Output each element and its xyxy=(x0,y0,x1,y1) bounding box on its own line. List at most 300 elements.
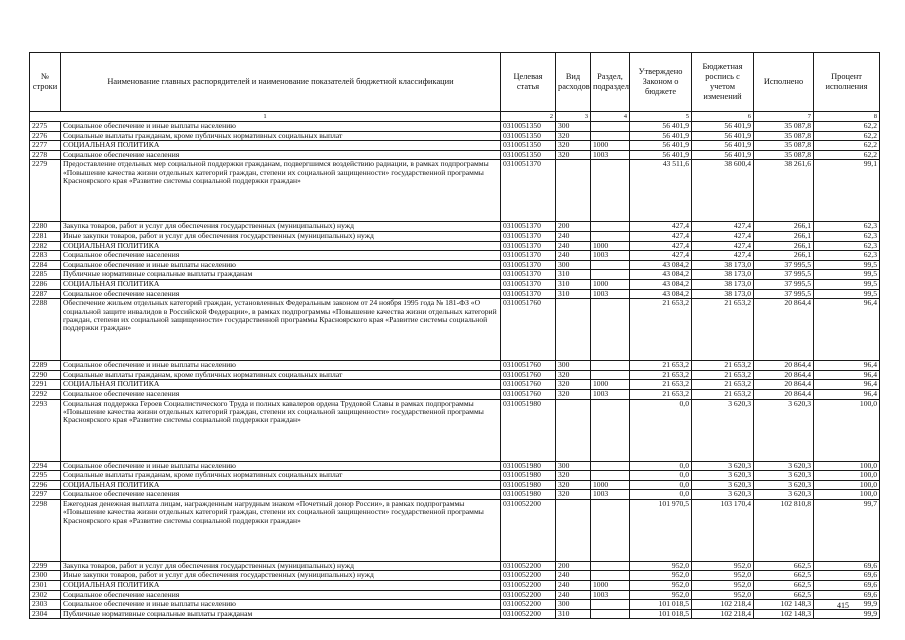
row-expense-type: 300 xyxy=(556,260,591,270)
row-percent: 99,5 xyxy=(814,289,880,299)
row-expense-type: 320 xyxy=(556,150,591,160)
row-section xyxy=(591,609,630,619)
row-budget-schedule: 427,4 xyxy=(692,231,754,241)
row-section xyxy=(591,571,630,581)
row-percent: 96,4 xyxy=(814,389,880,399)
row-budget-schedule: 38 173,0 xyxy=(692,270,754,280)
row-executed: 266,1 xyxy=(754,241,814,251)
row-budget-schedule: 3 620,3 xyxy=(692,480,754,490)
row-target-article: 0310051760 xyxy=(501,361,556,371)
row-section xyxy=(591,499,630,561)
row-name: Социальное обеспечение и иные выплаты населению xyxy=(61,361,501,371)
row-executed: 266,1 xyxy=(754,231,814,241)
row-section xyxy=(591,231,630,241)
column-number-5: 5 xyxy=(630,112,692,122)
row-approved: 101 018,5 xyxy=(630,600,692,610)
row-expense-type: 200 xyxy=(556,561,591,571)
row-number: 2302 xyxy=(30,590,61,600)
row-percent: 62,3 xyxy=(814,251,880,261)
row-number: 2304 xyxy=(30,609,61,619)
row-name: Социальное обеспечение и иные выплаты населению xyxy=(61,260,501,270)
row-name: СОЦИАЛЬНАЯ ПОЛИТИКА xyxy=(61,581,501,591)
row-approved: 43 084,2 xyxy=(630,289,692,299)
row-number: 2275 xyxy=(30,122,61,132)
row-section: 1003 xyxy=(591,389,630,399)
row-target-article: 0310051370 xyxy=(501,289,556,299)
row-number: 2284 xyxy=(30,260,61,270)
row-approved: 43 511,6 xyxy=(630,160,692,222)
row-target-article: 0310051760 xyxy=(501,370,556,380)
row-number: 2283 xyxy=(30,251,61,261)
row-number: 2298 xyxy=(30,499,61,561)
row-expense-type xyxy=(556,299,591,361)
row-number: 2279 xyxy=(30,160,61,222)
row-section xyxy=(591,600,630,610)
row-percent: 96,4 xyxy=(814,361,880,371)
row-expense-type: 310 xyxy=(556,279,591,289)
row-executed: 662,5 xyxy=(754,561,814,571)
row-executed: 20 864,4 xyxy=(754,370,814,380)
row-percent: 69,6 xyxy=(814,590,880,600)
row-percent: 62,2 xyxy=(814,131,880,141)
row-name: СОЦИАЛЬНАЯ ПОЛИТИКА xyxy=(61,480,501,490)
row-executed: 20 864,4 xyxy=(754,361,814,371)
row-expense-type: 320 xyxy=(556,389,591,399)
row-approved: 0,0 xyxy=(630,480,692,490)
row-target-article: 0310051350 xyxy=(501,150,556,160)
table-row xyxy=(30,370,880,380)
row-approved: 21 653,2 xyxy=(630,299,692,361)
row-executed: 3 620,3 xyxy=(754,490,814,500)
row-expense-type: 240 xyxy=(556,231,591,241)
row-executed: 266,1 xyxy=(754,251,814,261)
row-number: 2282 xyxy=(30,241,61,251)
table-row xyxy=(30,561,880,571)
row-target-article: 0310051370 xyxy=(501,222,556,232)
row-percent: 99,7 xyxy=(814,499,880,561)
row-executed: 662,5 xyxy=(754,590,814,600)
row-number: 2276 xyxy=(30,131,61,141)
header-executed: Исполнено xyxy=(754,53,814,112)
row-percent: 62,3 xyxy=(814,241,880,251)
row-number: 2290 xyxy=(30,370,61,380)
row-budget-schedule: 952,0 xyxy=(692,571,754,581)
header-section: Раздел, подраздел xyxy=(591,53,630,112)
row-number: 2299 xyxy=(30,561,61,571)
row-target-article: 0310052200 xyxy=(501,609,556,619)
budget-table xyxy=(29,52,880,619)
row-executed: 3 620,3 xyxy=(754,399,814,461)
table-row xyxy=(30,361,880,371)
row-name: Иные закупки товаров, работ и услуг для обеспечения государственных (муниципальных) нужд xyxy=(61,231,501,241)
row-executed: 102 148,3 xyxy=(754,600,814,610)
header-row-number: № строки xyxy=(30,53,61,112)
row-target-article: 0310051350 xyxy=(501,141,556,151)
row-budget-schedule: 427,4 xyxy=(692,241,754,251)
row-executed: 3 620,3 xyxy=(754,471,814,481)
row-expense-type: 240 xyxy=(556,590,591,600)
row-name: Социальное обеспечение и иные выплаты населению xyxy=(61,600,501,610)
row-name: Социальное обеспечение населения xyxy=(61,590,501,600)
table-row xyxy=(30,231,880,241)
row-budget-schedule: 21 653,2 xyxy=(692,380,754,390)
row-section: 1003 xyxy=(591,490,630,500)
row-approved: 43 084,2 xyxy=(630,279,692,289)
row-percent: 96,4 xyxy=(814,380,880,390)
row-name: Публичные нормативные социальные выплаты гражданам xyxy=(61,270,501,280)
row-name: Закупка товаров, работ и услуг для обеспечения государственных (муниципальных) нужд xyxy=(61,222,501,232)
row-section: 1000 xyxy=(591,241,630,251)
row-section xyxy=(591,561,630,571)
row-percent: 100,0 xyxy=(814,480,880,490)
row-executed: 102 810,8 xyxy=(754,499,814,561)
row-approved: 56 401,9 xyxy=(630,150,692,160)
row-budget-schedule: 103 170,4 xyxy=(692,499,754,561)
row-expense-type: 240 xyxy=(556,241,591,251)
row-number: 2300 xyxy=(30,571,61,581)
row-percent: 96,4 xyxy=(814,370,880,380)
row-section xyxy=(591,260,630,270)
row-approved: 427,4 xyxy=(630,241,692,251)
header-budget-schedule: Бюджетная роспись с учетом изменений xyxy=(692,53,754,112)
row-percent: 69,6 xyxy=(814,561,880,571)
row-name: СОЦИАЛЬНАЯ ПОЛИТИКА xyxy=(61,279,501,289)
row-budget-schedule: 3 620,3 xyxy=(692,399,754,461)
row-target-article: 0310051350 xyxy=(501,131,556,141)
row-expense-type: 200 xyxy=(556,222,591,232)
row-executed: 662,5 xyxy=(754,571,814,581)
row-name: Социальное обеспечение и иные выплаты населению xyxy=(61,122,501,132)
row-executed: 37 995,5 xyxy=(754,279,814,289)
row-expense-type: 300 xyxy=(556,461,591,471)
row-section: 1003 xyxy=(591,289,630,299)
row-percent: 99,1 xyxy=(814,160,880,222)
table-row xyxy=(30,571,880,581)
row-budget-schedule: 56 401,9 xyxy=(692,122,754,132)
row-expense-type: 310 xyxy=(556,609,591,619)
row-name: Социальное обеспечение населения xyxy=(61,490,501,500)
row-name: Социальные выплаты гражданам, кроме публичных нормативных социальных выплат xyxy=(61,131,501,141)
row-target-article: 0310051980 xyxy=(501,490,556,500)
table-row xyxy=(30,150,880,160)
row-target-article: 0310051760 xyxy=(501,299,556,361)
row-name: Социальное обеспечение населения xyxy=(61,389,501,399)
row-approved: 43 084,2 xyxy=(630,270,692,280)
row-budget-schedule: 56 401,9 xyxy=(692,141,754,151)
row-expense-type: 320 xyxy=(556,370,591,380)
row-budget-schedule: 38 173,0 xyxy=(692,289,754,299)
row-number: 2293 xyxy=(30,399,61,461)
row-number: 2292 xyxy=(30,389,61,399)
row-number: 2294 xyxy=(30,461,61,471)
row-approved: 0,0 xyxy=(630,399,692,461)
table-row xyxy=(30,461,880,471)
row-section xyxy=(591,461,630,471)
table-row xyxy=(30,279,880,289)
row-budget-schedule: 38 173,0 xyxy=(692,279,754,289)
row-approved: 21 653,2 xyxy=(630,389,692,399)
row-percent: 100,0 xyxy=(814,461,880,471)
table-row xyxy=(30,471,880,481)
column-number-2: 2 xyxy=(501,112,556,122)
row-approved: 0,0 xyxy=(630,471,692,481)
row-section xyxy=(591,160,630,222)
column-number-3: 3 xyxy=(556,112,591,122)
row-target-article: 0310051980 xyxy=(501,480,556,490)
row-target-article: 0310051370 xyxy=(501,270,556,280)
row-percent: 62,3 xyxy=(814,231,880,241)
row-expense-type: 320 xyxy=(556,380,591,390)
row-expense-type: 300 xyxy=(556,122,591,132)
row-number: 2297 xyxy=(30,490,61,500)
row-target-article: 0310051760 xyxy=(501,380,556,390)
row-target-article: 0310052200 xyxy=(501,590,556,600)
table-row xyxy=(30,160,880,222)
row-budget-schedule: 3 620,3 xyxy=(692,461,754,471)
row-target-article: 0310051370 xyxy=(501,160,556,222)
row-budget-schedule: 21 653,2 xyxy=(692,361,754,371)
row-section xyxy=(591,370,630,380)
row-section xyxy=(591,131,630,141)
table-row xyxy=(30,609,880,619)
row-name: Публичные нормативные социальные выплаты гражданам xyxy=(61,609,501,619)
row-expense-type: 320 xyxy=(556,131,591,141)
row-executed: 266,1 xyxy=(754,222,814,232)
row-name: Закупка товаров, работ и услуг для обеспечения государственных (муниципальных) нужд xyxy=(61,561,501,571)
header-percent: Процент исполнения xyxy=(814,53,880,112)
row-target-article: 0310051980 xyxy=(501,461,556,471)
row-target-article: 0310051370 xyxy=(501,241,556,251)
column-number-4: 4 xyxy=(591,112,630,122)
row-approved: 56 401,9 xyxy=(630,122,692,132)
row-approved: 21 653,2 xyxy=(630,361,692,371)
row-approved: 21 653,2 xyxy=(630,380,692,390)
row-executed: 35 087,8 xyxy=(754,150,814,160)
row-percent: 99,9 xyxy=(814,609,880,619)
header-name: Наименование главных распорядителей и наименование показателей бюджетной классификации xyxy=(61,53,501,112)
row-approved: 952,0 xyxy=(630,590,692,600)
row-target-article: 0310051760 xyxy=(501,389,556,399)
row-expense-type: 310 xyxy=(556,289,591,299)
row-approved: 101 018,5 xyxy=(630,609,692,619)
row-approved: 101 970,5 xyxy=(630,499,692,561)
row-approved: 21 653,2 xyxy=(630,370,692,380)
row-number: 2278 xyxy=(30,150,61,160)
row-executed: 3 620,3 xyxy=(754,480,814,490)
row-budget-schedule: 21 653,2 xyxy=(692,299,754,361)
row-budget-schedule: 56 401,9 xyxy=(692,150,754,160)
row-target-article: 0310051980 xyxy=(501,471,556,481)
row-section xyxy=(591,299,630,361)
row-number: 2280 xyxy=(30,222,61,232)
table-row xyxy=(30,499,880,561)
row-executed: 35 087,8 xyxy=(754,131,814,141)
row-name: Социальное обеспечение населения xyxy=(61,150,501,160)
row-executed: 37 995,5 xyxy=(754,260,814,270)
row-name: Социальная поддержка Героев Социалистического Труда и полных кавалеров ордена Трудовой Славы в рамках подпрограммы «Повышение качества жизни отдельных категорий граждан, степени их социальной защищенности» государственной программы Красноярского края «Развитие системы социальной поддержки граждан» xyxy=(61,399,501,461)
row-approved: 427,4 xyxy=(630,251,692,261)
row-expense-type: 320 xyxy=(556,141,591,151)
row-section xyxy=(591,222,630,232)
header-target-article: Целевая статья xyxy=(501,53,556,112)
column-number-7: 7 xyxy=(754,112,814,122)
row-section xyxy=(591,122,630,132)
header-row xyxy=(30,53,880,112)
row-number: 2296 xyxy=(30,480,61,490)
header-expense-type: Вид расходов xyxy=(556,53,591,112)
row-expense-type: 240 xyxy=(556,571,591,581)
row-percent: 100,0 xyxy=(814,490,880,500)
table-row xyxy=(30,380,880,390)
column-number-row xyxy=(30,112,880,122)
row-percent: 62,3 xyxy=(814,222,880,232)
row-executed: 662,5 xyxy=(754,581,814,591)
table-row xyxy=(30,241,880,251)
row-name: Социальное обеспечение населения xyxy=(61,289,501,299)
row-section: 1000 xyxy=(591,581,630,591)
row-executed: 38 261,6 xyxy=(754,160,814,222)
row-section: 1000 xyxy=(591,380,630,390)
row-name: СОЦИАЛЬНАЯ ПОЛИТИКА xyxy=(61,241,501,251)
row-section xyxy=(591,471,630,481)
row-executed: 102 148,3 xyxy=(754,609,814,619)
table-body xyxy=(30,122,880,619)
row-expense-type: 320 xyxy=(556,490,591,500)
row-percent: 69,6 xyxy=(814,571,880,581)
row-executed: 35 087,8 xyxy=(754,122,814,132)
row-number: 2289 xyxy=(30,361,61,371)
row-executed: 20 864,4 xyxy=(754,389,814,399)
table-row xyxy=(30,251,880,261)
row-percent: 100,0 xyxy=(814,471,880,481)
row-percent: 100,0 xyxy=(814,399,880,461)
row-number: 2295 xyxy=(30,471,61,481)
row-budget-schedule: 21 653,2 xyxy=(692,370,754,380)
row-section: 1000 xyxy=(591,141,630,151)
row-budget-schedule: 427,4 xyxy=(692,251,754,261)
row-approved: 56 401,9 xyxy=(630,141,692,151)
row-section xyxy=(591,361,630,371)
row-section: 1000 xyxy=(591,279,630,289)
row-name: СОЦИАЛЬНАЯ ПОЛИТИКА xyxy=(61,380,501,390)
row-expense-type: 310 xyxy=(556,270,591,280)
row-executed: 37 995,5 xyxy=(754,270,814,280)
table-row xyxy=(30,222,880,232)
row-approved: 952,0 xyxy=(630,571,692,581)
table-row xyxy=(30,480,880,490)
row-number: 2286 xyxy=(30,279,61,289)
row-approved: 0,0 xyxy=(630,461,692,471)
table-row xyxy=(30,289,880,299)
row-number: 2285 xyxy=(30,270,61,280)
row-percent: 62,2 xyxy=(814,122,880,132)
row-expense-type xyxy=(556,160,591,222)
header-approved: Утверждено Законом о бюджете xyxy=(630,53,692,112)
row-number: 2303 xyxy=(30,600,61,610)
row-percent: 99,5 xyxy=(814,279,880,289)
row-budget-schedule: 102 218,4 xyxy=(692,609,754,619)
row-executed: 35 087,8 xyxy=(754,141,814,151)
row-budget-schedule: 56 401,9 xyxy=(692,131,754,141)
column-number-6: 6 xyxy=(692,112,754,122)
row-executed: 20 864,4 xyxy=(754,299,814,361)
row-executed: 20 864,4 xyxy=(754,380,814,390)
page-number: 415 xyxy=(837,601,849,610)
row-target-article: 0310052200 xyxy=(501,571,556,581)
row-target-article: 0310051350 xyxy=(501,122,556,132)
row-section xyxy=(591,270,630,280)
row-budget-schedule: 38 173,0 xyxy=(692,260,754,270)
table-row xyxy=(30,581,880,591)
table-row xyxy=(30,260,880,270)
column-number-1: 1 xyxy=(30,112,501,122)
row-expense-type: 300 xyxy=(556,600,591,610)
row-approved: 427,4 xyxy=(630,222,692,232)
row-section: 1003 xyxy=(591,251,630,261)
row-expense-type xyxy=(556,399,591,461)
row-name: Предоставление отдельных мер социальной поддержки гражданам, подвергшимся воздействию радиации, в рамках подпрограммы «Повышение качества жизни отдельных категорий граждан, степени их социальной защищенности» государственной программы Красноярского края «Развитие системы социальной поддержки граждан» xyxy=(61,160,501,222)
row-number: 2277 xyxy=(30,141,61,151)
row-name: Иные закупки товаров, работ и услуг для обеспечения государственных (муниципальных) нужд xyxy=(61,571,501,581)
row-target-article: 0310051370 xyxy=(501,279,556,289)
table-row xyxy=(30,600,880,610)
row-percent: 96,4 xyxy=(814,299,880,361)
row-target-article: 0310052200 xyxy=(501,499,556,561)
row-section: 1003 xyxy=(591,150,630,160)
row-percent: 99,9 xyxy=(814,600,880,610)
row-number: 2301 xyxy=(30,581,61,591)
table-row xyxy=(30,389,880,399)
row-name: Ежегодная денежная выплата лицам, награжденным нагрудным знаком «Почетный донор России», в рамках подпрограммы «Повышение качества жизни отдельных категорий граждан, степени их социальной защищенности» государственной программы Красноярского края «Развитие системы социальной поддержки граждан» xyxy=(61,499,501,561)
table-row xyxy=(30,490,880,500)
table-row xyxy=(30,122,880,132)
row-name: Социальные выплаты гражданам, кроме публичных нормативных социальных выплат xyxy=(61,471,501,481)
row-name: Социальное обеспечение населения xyxy=(61,251,501,261)
table-row xyxy=(30,590,880,600)
row-expense-type xyxy=(556,499,591,561)
row-number: 2288 xyxy=(30,299,61,361)
row-target-article: 0310051370 xyxy=(501,251,556,261)
row-budget-schedule: 3 620,3 xyxy=(692,490,754,500)
row-budget-schedule: 21 653,2 xyxy=(692,389,754,399)
row-expense-type: 240 xyxy=(556,581,591,591)
row-target-article: 0310052200 xyxy=(501,581,556,591)
table-row xyxy=(30,141,880,151)
row-target-article: 0310051370 xyxy=(501,231,556,241)
row-budget-schedule: 952,0 xyxy=(692,590,754,600)
row-percent: 62,2 xyxy=(814,150,880,160)
row-approved: 43 084,2 xyxy=(630,260,692,270)
row-target-article: 0310051980 xyxy=(501,399,556,461)
row-number: 2287 xyxy=(30,289,61,299)
row-target-article: 0310051370 xyxy=(501,260,556,270)
row-percent: 99,5 xyxy=(814,270,880,280)
row-budget-schedule: 38 600,4 xyxy=(692,160,754,222)
row-section: 1003 xyxy=(591,590,630,600)
row-approved: 952,0 xyxy=(630,561,692,571)
row-approved: 0,0 xyxy=(630,490,692,500)
row-target-article: 0310052200 xyxy=(501,600,556,610)
row-executed: 37 995,5 xyxy=(754,289,814,299)
row-executed: 3 620,3 xyxy=(754,461,814,471)
table-row xyxy=(30,299,880,361)
row-budget-schedule: 952,0 xyxy=(692,561,754,571)
column-number-8: 8 xyxy=(814,112,880,122)
row-expense-type: 240 xyxy=(556,251,591,261)
row-expense-type: 320 xyxy=(556,480,591,490)
row-name: Обеспечение жильем отдельных категорий граждан, установленных Федеральным законом от 24 ноября 1995 года № 181-ФЗ «О социальной защите инвалидов в Российской Федерации», в рамках подпрограммы «Повышение качества жизни отдельных категорий граждан, степени их социальной защищенности» государственной программы Красноярского края «Развитие системы социальной поддержки граждан» xyxy=(61,299,501,361)
row-budget-schedule: 952,0 xyxy=(692,581,754,591)
